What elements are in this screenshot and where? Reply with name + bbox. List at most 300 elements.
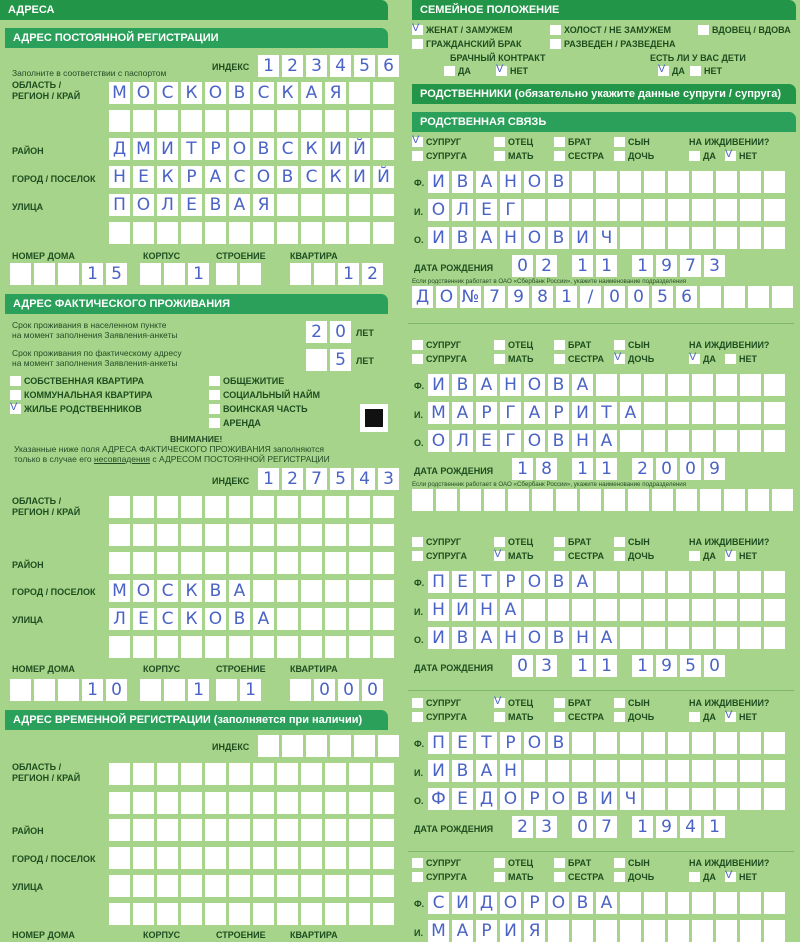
dob-year-3[interactable]: [632, 816, 725, 838]
char-cell[interactable]: [229, 222, 250, 244]
char-cell[interactable]: [644, 227, 665, 249]
char-cell[interactable]: [740, 599, 761, 621]
char-cell[interactable]: [668, 892, 689, 914]
char-cell[interactable]: [740, 788, 761, 810]
char-cell[interactable]: [258, 735, 279, 757]
char-cell[interactable]: [373, 82, 394, 104]
char-cell[interactable]: [764, 374, 785, 396]
dependent-yes-1[interactable]: [689, 354, 716, 364]
char-cell[interactable]: [253, 875, 274, 897]
char-cell[interactable]: [205, 792, 226, 814]
char-cell[interactable]: О: [229, 138, 250, 160]
char-cell[interactable]: Д: [412, 286, 433, 308]
char-cell[interactable]: И: [157, 138, 178, 160]
char-cell[interactable]: И: [572, 227, 593, 249]
char-cell[interactable]: 1: [258, 55, 279, 77]
char-cell[interactable]: [349, 847, 370, 869]
char-cell[interactable]: [301, 552, 322, 574]
char-cell[interactable]: [140, 679, 161, 701]
char-cell[interactable]: 2: [536, 255, 557, 277]
char-cell[interactable]: [349, 608, 370, 630]
checkbox-icon[interactable]: [209, 376, 220, 386]
char-cell[interactable]: [216, 679, 237, 701]
relative-first-name-3[interactable]: [428, 760, 785, 782]
char-cell[interactable]: [692, 788, 713, 810]
checkbox-icon[interactable]: [725, 712, 736, 722]
char-cell[interactable]: [240, 263, 261, 285]
char-cell[interactable]: [109, 819, 130, 841]
char-cell[interactable]: [301, 903, 322, 925]
char-cell[interactable]: [349, 819, 370, 841]
char-cell[interactable]: [354, 735, 375, 757]
char-cell[interactable]: [692, 571, 713, 593]
char-cell[interactable]: 1: [188, 679, 209, 701]
checkbox-icon[interactable]: [614, 858, 625, 868]
char-cell[interactable]: Ч: [596, 227, 617, 249]
char-cell[interactable]: 0: [314, 679, 335, 701]
char-cell[interactable]: [644, 171, 665, 193]
permanent-structure-field[interactable]: [216, 263, 261, 285]
checkbox-icon[interactable]: [494, 340, 505, 350]
char-cell[interactable]: 4: [354, 468, 375, 490]
checkbox-icon[interactable]: [412, 537, 423, 547]
char-cell[interactable]: [277, 636, 298, 658]
char-cell[interactable]: [277, 496, 298, 518]
relation-option-2-7[interactable]: [614, 551, 654, 561]
char-cell[interactable]: [716, 599, 737, 621]
char-cell[interactable]: [205, 875, 226, 897]
checkbox-icon[interactable]: [10, 390, 21, 400]
char-cell[interactable]: [596, 760, 617, 782]
char-cell[interactable]: М: [133, 138, 154, 160]
char-cell[interactable]: [572, 199, 593, 221]
char-cell[interactable]: П: [109, 194, 130, 216]
char-cell[interactable]: [373, 110, 394, 132]
family-option-4[interactable]: [550, 39, 676, 49]
char-cell[interactable]: А: [596, 627, 617, 649]
char-cell[interactable]: С: [253, 82, 274, 104]
relation-option-1-0[interactable]: [412, 340, 461, 350]
char-cell[interactable]: Е: [133, 608, 154, 630]
char-cell[interactable]: И: [452, 892, 473, 914]
relation-option-0-4[interactable]: [412, 151, 467, 161]
char-cell[interactable]: [133, 903, 154, 925]
permanent-street-field[interactable]: [109, 194, 394, 216]
char-cell[interactable]: М: [428, 402, 449, 424]
dependent-no-2[interactable]: [725, 551, 757, 561]
char-cell[interactable]: [181, 552, 202, 574]
char-cell[interactable]: [764, 171, 785, 193]
relative-middle-name-3[interactable]: [428, 788, 785, 810]
char-cell[interactable]: 9: [656, 655, 677, 677]
char-cell[interactable]: И: [349, 166, 370, 188]
char-cell[interactable]: О: [548, 892, 569, 914]
char-cell[interactable]: А: [572, 571, 593, 593]
relation-option-2-0[interactable]: [412, 537, 461, 547]
permanent-street-field-2[interactable]: [109, 222, 394, 244]
char-cell[interactable]: [596, 171, 617, 193]
char-cell[interactable]: [181, 110, 202, 132]
dob-year-0[interactable]: [632, 255, 725, 277]
char-cell[interactable]: [181, 496, 202, 518]
checkbox-icon[interactable]: [554, 537, 565, 547]
char-cell[interactable]: [716, 571, 737, 593]
relation-option-0-0[interactable]: [412, 137, 461, 147]
char-cell[interactable]: 0: [106, 679, 127, 701]
char-cell[interactable]: [109, 847, 130, 869]
relation-option-1-6[interactable]: [554, 354, 604, 364]
char-cell[interactable]: [349, 524, 370, 546]
char-cell[interactable]: 1: [596, 655, 617, 677]
char-cell[interactable]: И: [572, 402, 593, 424]
char-cell[interactable]: 3: [536, 816, 557, 838]
checkbox-icon[interactable]: [690, 66, 701, 76]
char-cell[interactable]: 2: [282, 55, 303, 77]
char-cell[interactable]: 3: [306, 55, 327, 77]
char-cell[interactable]: [373, 580, 394, 602]
char-cell[interactable]: [644, 732, 665, 754]
relative-middle-name-2[interactable]: [428, 627, 785, 649]
char-cell[interactable]: [373, 608, 394, 630]
char-cell[interactable]: 3: [536, 655, 557, 677]
char-cell[interactable]: [253, 580, 274, 602]
char-cell[interactable]: А: [476, 374, 497, 396]
char-cell[interactable]: [133, 819, 154, 841]
relation-option-2-6[interactable]: [554, 551, 604, 561]
char-cell[interactable]: [668, 627, 689, 649]
char-cell[interactable]: [740, 571, 761, 593]
actual-region-field-2[interactable]: [109, 524, 394, 546]
char-cell[interactable]: [325, 763, 346, 785]
char-cell[interactable]: [205, 222, 226, 244]
children-no[interactable]: [690, 66, 722, 76]
char-cell[interactable]: С: [229, 166, 250, 188]
char-cell[interactable]: И: [452, 599, 473, 621]
char-cell[interactable]: 0: [572, 816, 593, 838]
char-cell[interactable]: [181, 819, 202, 841]
char-cell[interactable]: О: [428, 430, 449, 452]
checkbox-icon[interactable]: [614, 712, 625, 722]
char-cell[interactable]: О: [524, 732, 545, 754]
dependent-yes-4[interactable]: [689, 872, 716, 882]
checkbox-icon[interactable]: [412, 354, 423, 364]
char-cell[interactable]: Е: [452, 788, 473, 810]
char-cell[interactable]: К: [181, 580, 202, 602]
dependent-yes-3[interactable]: [689, 712, 716, 722]
marriage-contract-no[interactable]: [496, 66, 528, 76]
char-cell[interactable]: А: [476, 627, 497, 649]
char-cell[interactable]: [676, 489, 697, 511]
char-cell[interactable]: 2: [512, 816, 533, 838]
char-cell[interactable]: [604, 489, 625, 511]
char-cell[interactable]: [277, 552, 298, 574]
checkbox-icon[interactable]: [554, 340, 565, 350]
char-cell[interactable]: [181, 875, 202, 897]
char-cell[interactable]: П: [428, 732, 449, 754]
char-cell[interactable]: И: [428, 227, 449, 249]
char-cell[interactable]: [716, 227, 737, 249]
char-cell[interactable]: [290, 263, 311, 285]
char-cell[interactable]: А: [301, 82, 322, 104]
char-cell[interactable]: [668, 732, 689, 754]
char-cell[interactable]: [325, 194, 346, 216]
char-cell[interactable]: [644, 760, 665, 782]
char-cell[interactable]: 1: [632, 655, 653, 677]
char-cell[interactable]: [282, 735, 303, 757]
char-cell[interactable]: [349, 763, 370, 785]
char-cell[interactable]: К: [157, 166, 178, 188]
actual-flat-field[interactable]: [290, 679, 383, 701]
char-cell[interactable]: [277, 792, 298, 814]
char-cell[interactable]: 1: [572, 655, 593, 677]
char-cell[interactable]: [378, 735, 399, 757]
char-cell[interactable]: [700, 489, 721, 511]
relative-work-1[interactable]: [412, 489, 793, 511]
char-cell[interactable]: [205, 763, 226, 785]
checkbox-icon[interactable]: [725, 872, 736, 882]
char-cell[interactable]: [644, 627, 665, 649]
char-cell[interactable]: [229, 763, 250, 785]
checkbox-icon[interactable]: [494, 551, 505, 561]
char-cell[interactable]: [325, 552, 346, 574]
char-cell[interactable]: 3: [378, 468, 399, 490]
char-cell[interactable]: [692, 430, 713, 452]
char-cell[interactable]: [253, 496, 274, 518]
dob-day-1[interactable]: [512, 458, 557, 480]
family-option-1[interactable]: [550, 25, 671, 35]
char-cell[interactable]: 1: [556, 286, 577, 308]
char-cell[interactable]: А: [596, 430, 617, 452]
char-cell[interactable]: [620, 627, 641, 649]
char-cell[interactable]: 7: [596, 816, 617, 838]
char-cell[interactable]: А: [476, 760, 497, 782]
relation-option-4-5[interactable]: [494, 872, 534, 882]
housing-option-5[interactable]: [209, 404, 308, 414]
checkbox-icon[interactable]: [554, 137, 565, 147]
char-cell[interactable]: [644, 892, 665, 914]
char-cell[interactable]: [290, 679, 311, 701]
char-cell[interactable]: [34, 263, 55, 285]
char-cell[interactable]: О: [500, 892, 521, 914]
char-cell[interactable]: В: [277, 166, 298, 188]
char-cell[interactable]: [133, 110, 154, 132]
housing-option-3[interactable]: [209, 376, 284, 386]
char-cell[interactable]: 1: [82, 263, 103, 285]
char-cell[interactable]: Г: [500, 199, 521, 221]
char-cell[interactable]: [140, 263, 161, 285]
dependent-no-0[interactable]: [725, 151, 757, 161]
checkbox-icon[interactable]: [554, 151, 565, 161]
char-cell[interactable]: [412, 489, 433, 511]
char-cell[interactable]: [740, 892, 761, 914]
char-cell[interactable]: [157, 875, 178, 897]
checkbox-icon[interactable]: [725, 151, 736, 161]
char-cell[interactable]: [748, 489, 769, 511]
char-cell[interactable]: [109, 763, 130, 785]
char-cell[interactable]: [306, 735, 327, 757]
checkbox-icon[interactable]: [689, 551, 700, 561]
dependent-yes-0[interactable]: [689, 151, 716, 161]
char-cell[interactable]: Д: [476, 788, 497, 810]
char-cell[interactable]: [181, 222, 202, 244]
char-cell[interactable]: [253, 763, 274, 785]
char-cell[interactable]: [301, 792, 322, 814]
actual-house-field[interactable]: [10, 679, 127, 701]
checkbox-icon[interactable]: [412, 39, 423, 49]
char-cell[interactable]: [373, 194, 394, 216]
char-cell[interactable]: [692, 892, 713, 914]
char-cell[interactable]: Р: [500, 732, 521, 754]
char-cell[interactable]: [109, 110, 130, 132]
char-cell[interactable]: [436, 489, 457, 511]
char-cell[interactable]: [556, 489, 577, 511]
char-cell[interactable]: К: [277, 82, 298, 104]
char-cell[interactable]: [164, 679, 185, 701]
relative-last-name-2[interactable]: [428, 571, 785, 593]
char-cell[interactable]: [253, 636, 274, 658]
dob-month-2[interactable]: [572, 655, 617, 677]
char-cell[interactable]: Д: [476, 892, 497, 914]
char-cell[interactable]: 4: [680, 816, 701, 838]
char-cell[interactable]: [716, 760, 737, 782]
char-cell[interactable]: [508, 489, 529, 511]
checkbox-icon[interactable]: [550, 39, 561, 49]
char-cell[interactable]: В: [229, 608, 250, 630]
char-cell[interactable]: [325, 110, 346, 132]
checkbox-icon[interactable]: [209, 404, 220, 414]
relation-option-3-3[interactable]: [614, 698, 650, 708]
family-option-2[interactable]: [698, 25, 791, 35]
char-cell[interactable]: О: [436, 286, 457, 308]
relation-option-3-1[interactable]: [494, 698, 533, 708]
char-cell[interactable]: [133, 496, 154, 518]
relation-option-3-7[interactable]: [614, 712, 654, 722]
char-cell[interactable]: Н: [500, 627, 521, 649]
actual-city-field[interactable]: [109, 580, 394, 602]
char-cell[interactable]: [668, 599, 689, 621]
char-cell[interactable]: [157, 552, 178, 574]
char-cell[interactable]: 0: [628, 286, 649, 308]
char-cell[interactable]: [580, 489, 601, 511]
checkbox-icon[interactable]: [412, 340, 423, 350]
char-cell[interactable]: [548, 199, 569, 221]
char-cell[interactable]: Н: [476, 599, 497, 621]
relative-last-name-0[interactable]: [428, 171, 785, 193]
char-cell[interactable]: [740, 374, 761, 396]
char-cell[interactable]: 3: [704, 255, 725, 277]
char-cell[interactable]: [620, 571, 641, 593]
checkbox-icon[interactable]: [614, 551, 625, 561]
char-cell[interactable]: 1: [572, 458, 593, 480]
char-cell[interactable]: [349, 222, 370, 244]
char-cell[interactable]: А: [620, 402, 641, 424]
term-actual-field[interactable]: [306, 349, 351, 371]
char-cell[interactable]: Р: [548, 402, 569, 424]
checkbox-icon[interactable]: [614, 698, 625, 708]
char-cell[interactable]: Н: [500, 374, 521, 396]
char-cell[interactable]: [716, 732, 737, 754]
relative-first-name-2[interactable]: [428, 599, 785, 621]
char-cell[interactable]: 2: [362, 263, 383, 285]
char-cell[interactable]: В: [572, 788, 593, 810]
char-cell[interactable]: [325, 903, 346, 925]
char-cell[interactable]: В: [229, 82, 250, 104]
char-cell[interactable]: [644, 599, 665, 621]
housing-option-0[interactable]: [10, 376, 144, 386]
char-cell[interactable]: [692, 627, 713, 649]
char-cell[interactable]: [716, 199, 737, 221]
relation-option-2-3[interactable]: [614, 537, 650, 547]
char-cell[interactable]: [748, 286, 769, 308]
checkbox-icon[interactable]: [698, 25, 709, 35]
char-cell[interactable]: [668, 760, 689, 782]
checkbox-icon[interactable]: [614, 537, 625, 547]
relation-option-3-4[interactable]: [412, 712, 467, 722]
checkbox-icon[interactable]: [412, 551, 423, 561]
char-cell[interactable]: Н: [500, 171, 521, 193]
char-cell[interactable]: В: [548, 627, 569, 649]
char-cell[interactable]: И: [428, 760, 449, 782]
checkbox-icon[interactable]: [412, 25, 423, 35]
relation-option-3-2[interactable]: [554, 698, 591, 708]
char-cell[interactable]: [277, 819, 298, 841]
char-cell[interactable]: [692, 402, 713, 424]
char-cell[interactable]: [325, 636, 346, 658]
char-cell[interactable]: [277, 763, 298, 785]
char-cell[interactable]: [229, 524, 250, 546]
char-cell[interactable]: Л: [452, 199, 473, 221]
char-cell[interactable]: Н: [500, 227, 521, 249]
permanent-house-field[interactable]: [10, 263, 127, 285]
char-cell[interactable]: А: [476, 171, 497, 193]
dob-month-1[interactable]: [572, 458, 617, 480]
char-cell[interactable]: [133, 875, 154, 897]
char-cell[interactable]: [330, 735, 351, 757]
char-cell[interactable]: [349, 110, 370, 132]
char-cell[interactable]: А: [205, 166, 226, 188]
char-cell[interactable]: В: [452, 227, 473, 249]
char-cell[interactable]: [229, 847, 250, 869]
char-cell[interactable]: [133, 524, 154, 546]
char-cell[interactable]: [205, 636, 226, 658]
relation-option-0-7[interactable]: [614, 151, 654, 161]
char-cell[interactable]: [301, 763, 322, 785]
char-cell[interactable]: В: [548, 430, 569, 452]
char-cell[interactable]: 0: [604, 286, 625, 308]
char-cell[interactable]: [644, 199, 665, 221]
char-cell[interactable]: [644, 430, 665, 452]
char-cell[interactable]: А: [572, 374, 593, 396]
char-cell[interactable]: [644, 788, 665, 810]
char-cell[interactable]: [216, 263, 237, 285]
char-cell[interactable]: [229, 496, 250, 518]
temp-region-field-2[interactable]: [109, 792, 394, 814]
char-cell[interactable]: [668, 199, 689, 221]
char-cell[interactable]: 1: [572, 255, 593, 277]
relative-first-name-1[interactable]: [428, 402, 785, 424]
housing-option-6[interactable]: [209, 418, 261, 428]
relation-option-3-0[interactable]: [412, 698, 461, 708]
char-cell[interactable]: [349, 496, 370, 518]
char-cell[interactable]: О: [524, 171, 545, 193]
checkbox-icon[interactable]: [554, 354, 565, 364]
marriage-contract-yes[interactable]: [444, 66, 471, 76]
char-cell[interactable]: И: [428, 627, 449, 649]
char-cell[interactable]: [620, 430, 641, 452]
checkbox-icon[interactable]: [412, 698, 423, 708]
relation-option-0-6[interactable]: [554, 151, 604, 161]
checkbox-icon[interactable]: [494, 137, 505, 147]
